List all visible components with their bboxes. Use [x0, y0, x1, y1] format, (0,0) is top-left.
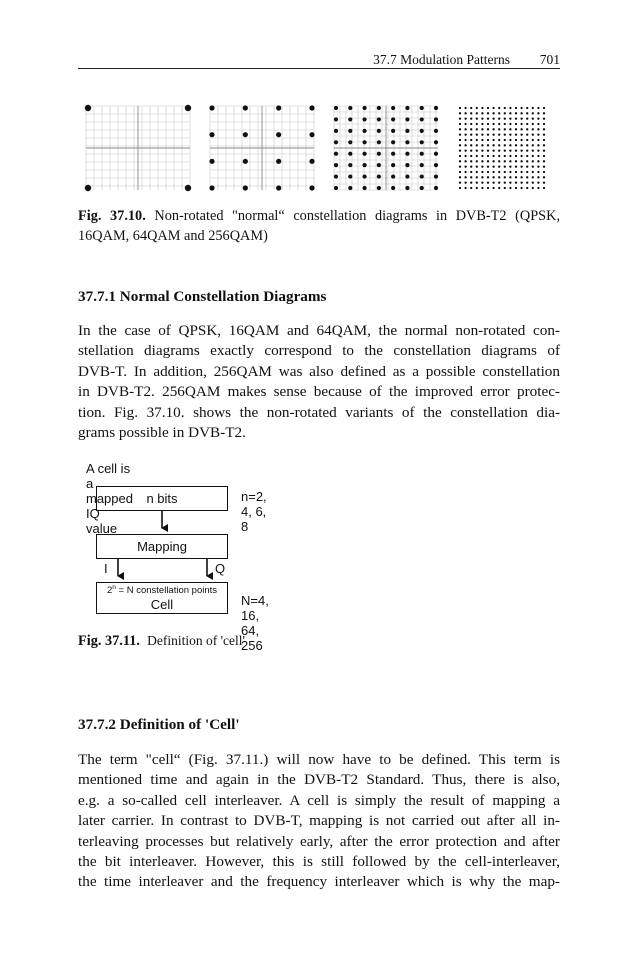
- cell-label: Cell: [150, 597, 174, 612]
- text-line: terleaving processes but relatively early, after the error protection and after: [78, 832, 560, 850]
- cell-note: N=4, 16, 64, 256: [241, 593, 269, 653]
- caption-text: Definition of 'cell': [147, 633, 245, 648]
- text-line: In the case of QPSK, 16QAM and 64QAM, the normal non-rotated con-: [78, 322, 560, 339]
- paragraph: [78, 750, 560, 893]
- text-line: stellation diagrams exactly correspond to the constellation diagrams of: [78, 342, 560, 360]
- q-label: Q: [215, 561, 226, 576]
- mapping-label: Mapping: [137, 539, 187, 554]
- power-base: 2: [106, 585, 113, 597]
- diagram-title: A cell is a mapped IQ value: [86, 461, 133, 536]
- text-line: DVB-T. In addition, 256QAM was also defined as a possible constellation: [78, 362, 560, 380]
- text-line: e.g. a so-called cell interleaver. A cell is simply the result of mapping a: [78, 791, 560, 809]
- i-label: I: [104, 561, 108, 576]
- power-rest: = N constellation points: [115, 585, 218, 597]
- caption-label: Fig. 37.10.: [78, 208, 146, 224]
- text-line: the bit interleaver. However, this is still followed by the cell-interleaver,: [78, 853, 560, 871]
- caption-label: Fig. 37.11.: [78, 633, 140, 649]
- section-heading: 37.7.2 Definition of 'Cell': [78, 716, 240, 733]
- text-line: tion. Fig. 37.10. shows the non-rotated variants of the constellation dia-: [78, 403, 560, 421]
- n-bits-label: n bits: [146, 491, 178, 506]
- text-line: the time interleaver and the frequency interleaver which is why the map-: [78, 873, 560, 891]
- page-number: 701: [539, 52, 560, 67]
- text-line: The term "cell“ (Fig. 37.11.) will now have to be defined. This term is: [78, 751, 560, 768]
- caption-text-cont: 16QAM, 64QAM and 256QAM): [78, 228, 268, 244]
- text-line: in DVB-T2. 256QAM makes sense because of the improved error protec-: [78, 383, 560, 401]
- n-bits-note: n=2, 4, 6, 8: [241, 489, 267, 534]
- header-section-title: 37.7 Modulation Patterns: [373, 52, 510, 67]
- section-heading: 37.7.1 Normal Constellation Diagrams: [78, 288, 327, 305]
- figure-caption-37-11: [78, 631, 245, 651]
- text-line: later carrier. In contrast to DVB-T, mapping is not carried out after all in-: [78, 812, 560, 830]
- text-line: grams possible in DVB-T2.: [78, 424, 246, 442]
- text-line: mentioned time and again in the DVB-T2 Standard. Thus, there is also,: [78, 771, 560, 789]
- power-exponent: n: [112, 584, 116, 591]
- caption-text: Non-rotated "normal“ constellation diagrams in DVB-T2 (QPSK,: [154, 208, 561, 224]
